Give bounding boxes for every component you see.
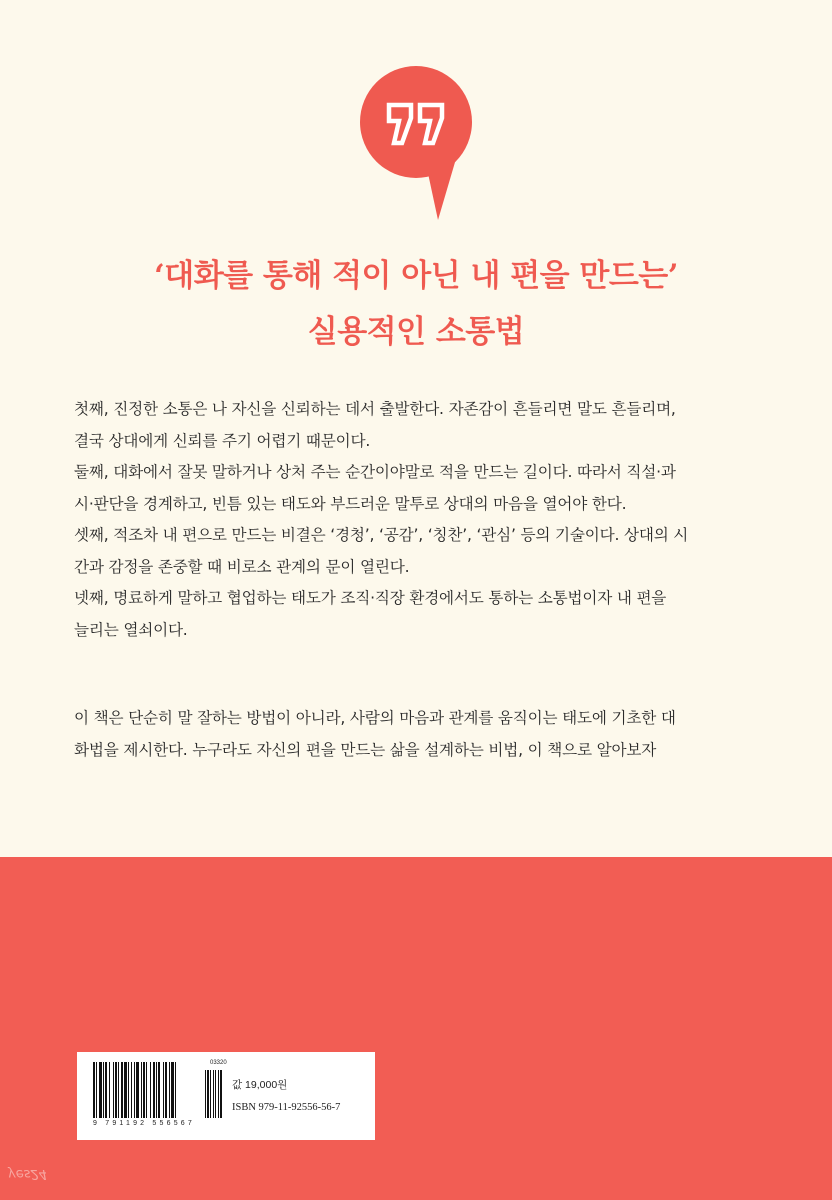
text-line: 이 책은 단순히 말 잘하는 방법이 아니라, 사람의 마음과 관계를 움직이는 태도에 기초한 대 xyxy=(74,709,676,727)
ean-digits: 9 791192 556567 xyxy=(93,1120,195,1127)
text-line: 셋째, 적조차 내 편으로 만드는 비결은 ‘경청’, ‘공감’, ‘칭찬’, ‘관심’ 등의 기술이다. 상대의 시 xyxy=(74,526,689,544)
barcode-icon xyxy=(93,1062,223,1120)
addon-code: 03320 xyxy=(210,1060,227,1066)
text-line: 넷째, 명료하게 말하고 협업하는 태도가 조직·직장 환경에서도 통하는 소통법이자 내 편을 xyxy=(74,589,667,607)
summary-paragraph xyxy=(74,703,764,766)
points-paragraph xyxy=(74,394,764,646)
footer-band xyxy=(0,857,832,1200)
barcode-label xyxy=(77,1052,375,1140)
isbn: ISBN 979-11-92556-56-7 xyxy=(232,1102,341,1113)
headline-line-2: 실용적인 소통법 xyxy=(307,314,525,350)
text-line: 화법을 제시한다. 누구라도 자신의 편을 만드는 삶을 설계하는 비법, 이 책으로 알아보자 xyxy=(74,740,657,759)
text-line: 시·판단을 경계하고, 빈틈 있는 태도와 부드러운 말투로 상대의 마음을 열어야 한다. xyxy=(74,494,627,513)
quote-speech-bubble-icon xyxy=(356,60,476,220)
headline-line-1: ‘대화를 통해 적이 아닌 내 편을 만드는’ xyxy=(153,258,679,294)
text-line: 결국 상대에게 신뢰를 주기 어렵기 때문이다. xyxy=(74,431,371,450)
text-line: 늘리는 열쇠이다. xyxy=(74,620,188,639)
text-line: 둘째, 대화에서 잘못 말하거나 상처 주는 순간이야말로 적을 만드는 길이다. 따라서 직설·과 xyxy=(74,463,676,481)
text-line: 첫째, 진정한 소통은 나 자신을 신뢰하는 데서 출발한다. 자존감이 흔들리면 말도 흔들리며, xyxy=(74,400,676,418)
watermark: yes24 xyxy=(8,1166,48,1181)
text-line: 간과 감정을 존중할 때 비로소 관계의 문이 열린다. xyxy=(74,557,410,576)
price: 값 19,000원 xyxy=(232,1079,288,1091)
